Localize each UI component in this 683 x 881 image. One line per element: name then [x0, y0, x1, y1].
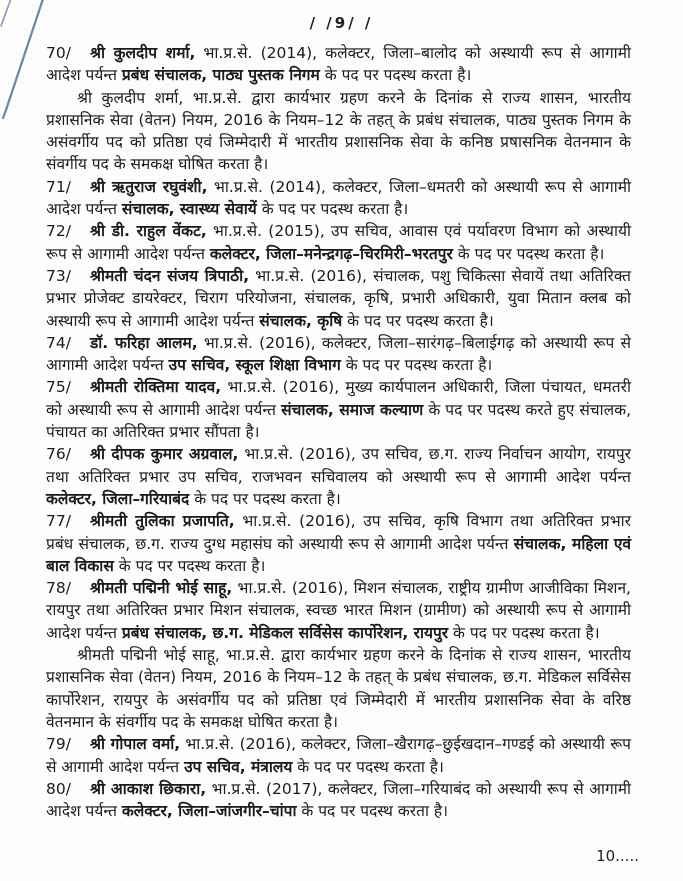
order-number: 76/ — [46, 445, 71, 464]
order-emphasis-text: श्री कुलदीप शर्मा, — [90, 44, 196, 62]
order-item — [46, 332, 631, 377]
order-body-text: भा.प्र.से. (2016), कलेक्टर, जिला–सारंगढ़–बिलाईगढ़ को अस्थायी रूप से आगामी आदेश पर्यन्त — [46, 333, 631, 375]
order-item — [46, 733, 631, 778]
order-body-text: भा.प्र.से. (2016), उप सचिव, कृषि विभाग तथा अतिरिक्त प्रभार प्रबंध संचालक, छ.ग. राज्य दुग्ध महासंघ को अस्थायी रूप से आगामी आदेश पर्यन्त — [46, 512, 631, 553]
order-emphasis-text: श्रीमती तुलिका प्रजापति, — [90, 512, 235, 531]
order-item — [46, 510, 631, 577]
order-number: 70/ — [46, 44, 71, 62]
order-item — [46, 376, 631, 443]
orders-list — [46, 42, 631, 822]
order-emphasis-text: श्री दीपक कुमार अग्रवाल, — [90, 445, 239, 464]
order-body-text: के पद पर पदस्थ करता है। — [256, 200, 409, 219]
order-emphasis-text: उप सचिव, मंत्रालय — [184, 757, 293, 776]
equivalence-note: श्री कुलदीप शर्मा, भा.प्र.से. द्वारा कार्यभार ग्रहण करने के दिनांक से राज्य शासन, भारतीय प्रशासनिक सेवा (वेतन) नियम, 2016 के नियम–12 के तहत् के प्रबंध संचालक, पाठ्य पुस्तक निगम के असंवर्गीय पद को प्रतिष्ठा एवं जिम्मेदारी में भारतीय प्रशासनिक सेवा के कनिष्ठ प्रषासनिक वेतनमान के संवर्गीय पद के समकक्ष घोषित करता है। — [46, 88, 631, 174]
order-body-text: के पद पर पदस्थ करता है। — [319, 66, 472, 85]
order-number: 79/ — [46, 735, 71, 754]
page-number-header: / /9/ / — [309, 14, 374, 32]
order-body-text: भा.प्र.से. (2014), कलेक्टर, जिला–बालोद को अस्थायी रूप से आगामी आदेश पर्यन्त — [46, 44, 631, 85]
order-body-text: के पद पर पदस्थ करता है। — [292, 757, 444, 776]
order-emphasis-text: संचालक, कृषि — [259, 311, 343, 330]
order-body-text: के पद पर पदस्थ करता है। — [448, 623, 600, 642]
order-item — [46, 42, 631, 87]
order-body-text: भा.प्र.से. (2016), मिशन संचालक, राष्ट्रीय ग्रामीण आजीविका मिशन, रायपुर तथा अतिरिक्त प्रभार मिशन संचालक, स्वच्छ भारत मिशन (ग्रामीण) को अस्थायी रूप से आगामी आदेश पर्यन्त — [46, 579, 631, 642]
order-body-text: के पद पर पदस्थ करता है। — [340, 356, 493, 375]
order-number: 75/ — [46, 378, 71, 397]
footer-next-page-number: 10..... — [596, 847, 639, 865]
order-body-text: के पद पर पदस्थ करता है। — [342, 311, 494, 330]
order-body-text: भा.प्र.से. (2017), कलेक्टर, जिला–गरियाबंद को अस्थायी रूप से आगामी आदेश पर्यन्त — [46, 779, 631, 821]
order-body-text: के पद पर पदस्थ करता है। — [189, 489, 341, 508]
order-emphasis-text: श्री ऋतुराज रघुवंशी, — [90, 177, 208, 196]
order-number: 73/ — [46, 266, 71, 285]
order-number: 80/ — [46, 779, 71, 798]
order-emphasis-text: श्री डी. राहुल वेंकट, — [90, 222, 207, 241]
order-number: 72/ — [46, 222, 71, 241]
order-emphasis-text: उप सचिव, स्कूल शिक्षा विभाग — [168, 356, 341, 375]
order-emphasis-text: संचालक, स्वास्थ्य सेवायें — [121, 200, 257, 219]
order-emphasis-text: प्रबंध संचालक, छ.ग. मेडिकल सर्विसेस कार्पोरेशन, रायपुर — [121, 623, 449, 642]
order-item — [46, 220, 631, 265]
order-emphasis-text: श्रीमती रोक्तिमा यादव, — [90, 378, 222, 397]
order-number: 71/ — [46, 177, 71, 196]
order-emphasis-text: कलेक्टर, जिला–मनेन्द्रगढ़–चिरमिरी–भरतपुर — [209, 244, 453, 263]
order-emphasis-text: प्रबंध संचालक, पाठ्य पुस्तक निगम — [121, 66, 320, 85]
order-body-text: के पद पर पदस्थ करता है। — [113, 556, 266, 575]
order-number: 77/ — [46, 512, 71, 531]
order-emphasis-text: श्री आकाश छिकारा, — [90, 779, 207, 798]
order-emphasis-text: संचालक, समाज कल्याण — [281, 400, 424, 419]
order-body-text: भा.प्र.से. (2014), कलेक्टर, जिला–धमतरी को अस्थायी रूप से आगामी आदेश पर्यन्त — [46, 177, 631, 219]
order-body-text: के पद पर पदस्थ करता है। — [296, 802, 448, 821]
order-body-text: भा.प्र.से. (2016), कलेक्टर, जिला–खैरागढ़–छुईखदान–गण्डई को अस्थायी रूप से आगामी आदेश पर्यन्त — [46, 735, 631, 776]
order-item — [46, 778, 631, 823]
order-body-text: भा.प्र.से. (2016), मुख्य कार्यपालन अधिकारी, जिला पंचायत, धमतरी को अस्थायी रूप से आगामी आदेश पर्यन्त — [46, 378, 631, 419]
order-body-text: भा.प्र.से. (2016), उप सचिव, छ.ग. राज्य निर्वाचन आयोग, रायपुर तथा अतिरिक्त प्रभार उप सचिव, राजभवन सचिवालय को अस्थायी रूप से आगामी आदेश पर्यन्त — [46, 445, 631, 486]
order-emphasis-text: श्रीमती चंदन संजय त्रिपाठी, — [90, 266, 250, 285]
order-number: 78/ — [46, 579, 71, 598]
equivalence-note: श्रीमती पद्मिनी भोई साहू, भा.प्र.से. द्वारा कार्यभार ग्रहण करने के दिनांक से राज्य शासन, भारतीय प्रशासनिक सेवा (वेतन) नियम, 2016 के नियम–12 के तहत् के प्रबंध संचालक, छ.ग. मेडिकल सर्विसेस कार्पोरेशन, रायपुर के असंवर्गीय पद को प्रतिष्ठा एवं जिम्मेदारी में भारतीय प्रशासनिक सेवा के वरिष्ठ वेतनमान के संवर्गीय पद के समकक्ष घोषित करता है। — [46, 646, 631, 731]
order-emphasis-text: संचालक, महिला एवं बाल विकास — [46, 534, 632, 575]
order-number: 74/ — [46, 333, 71, 352]
order-body-text: के पद पर पदस्थ करता है। — [452, 244, 605, 263]
order-body-text: के पद पर पदस्थ करते हुए संचालक, पंचायत का अतिरिक्त प्रभार सौंपता है। — [46, 400, 631, 442]
order-item — [46, 176, 631, 221]
order-emphasis-text: कलेक्टर, जिला–गरियाबंद — [46, 489, 190, 508]
order-item — [46, 577, 631, 644]
order-body-text: भा.प्र.से. (2016), संचालक, पशु चिकित्सा सेवायें तथा अतिरिक्त प्रभार प्रोजेक्ट डायरेक्टर, चिराग परियोजना, संचालक, कृषि, प्रभारी अधिकारी, युवा मितान क्लब को अस्थायी रूप से आगामी आदेश पर्यन्त — [46, 266, 631, 330]
order-emphasis-text: श्री गोपाल वर्मा, — [90, 735, 181, 754]
order-emphasis-text: डॉ. फरिहा आलम, — [90, 333, 198, 352]
order-emphasis-text: श्रीमती पद्मिनी भोई साहू, — [90, 579, 233, 598]
order-item — [46, 265, 631, 332]
order-emphasis-text: कलेक्टर, जिला–जांजगीर–चांपा — [121, 802, 297, 821]
order-body-text: भा.प्र.से. (2015), उप सचिव, आवास एवं पर्यावरण विभाग को अस्थायी रूप से आगामी आदेश पर्यन्त — [46, 222, 631, 263]
order-item — [46, 443, 631, 510]
